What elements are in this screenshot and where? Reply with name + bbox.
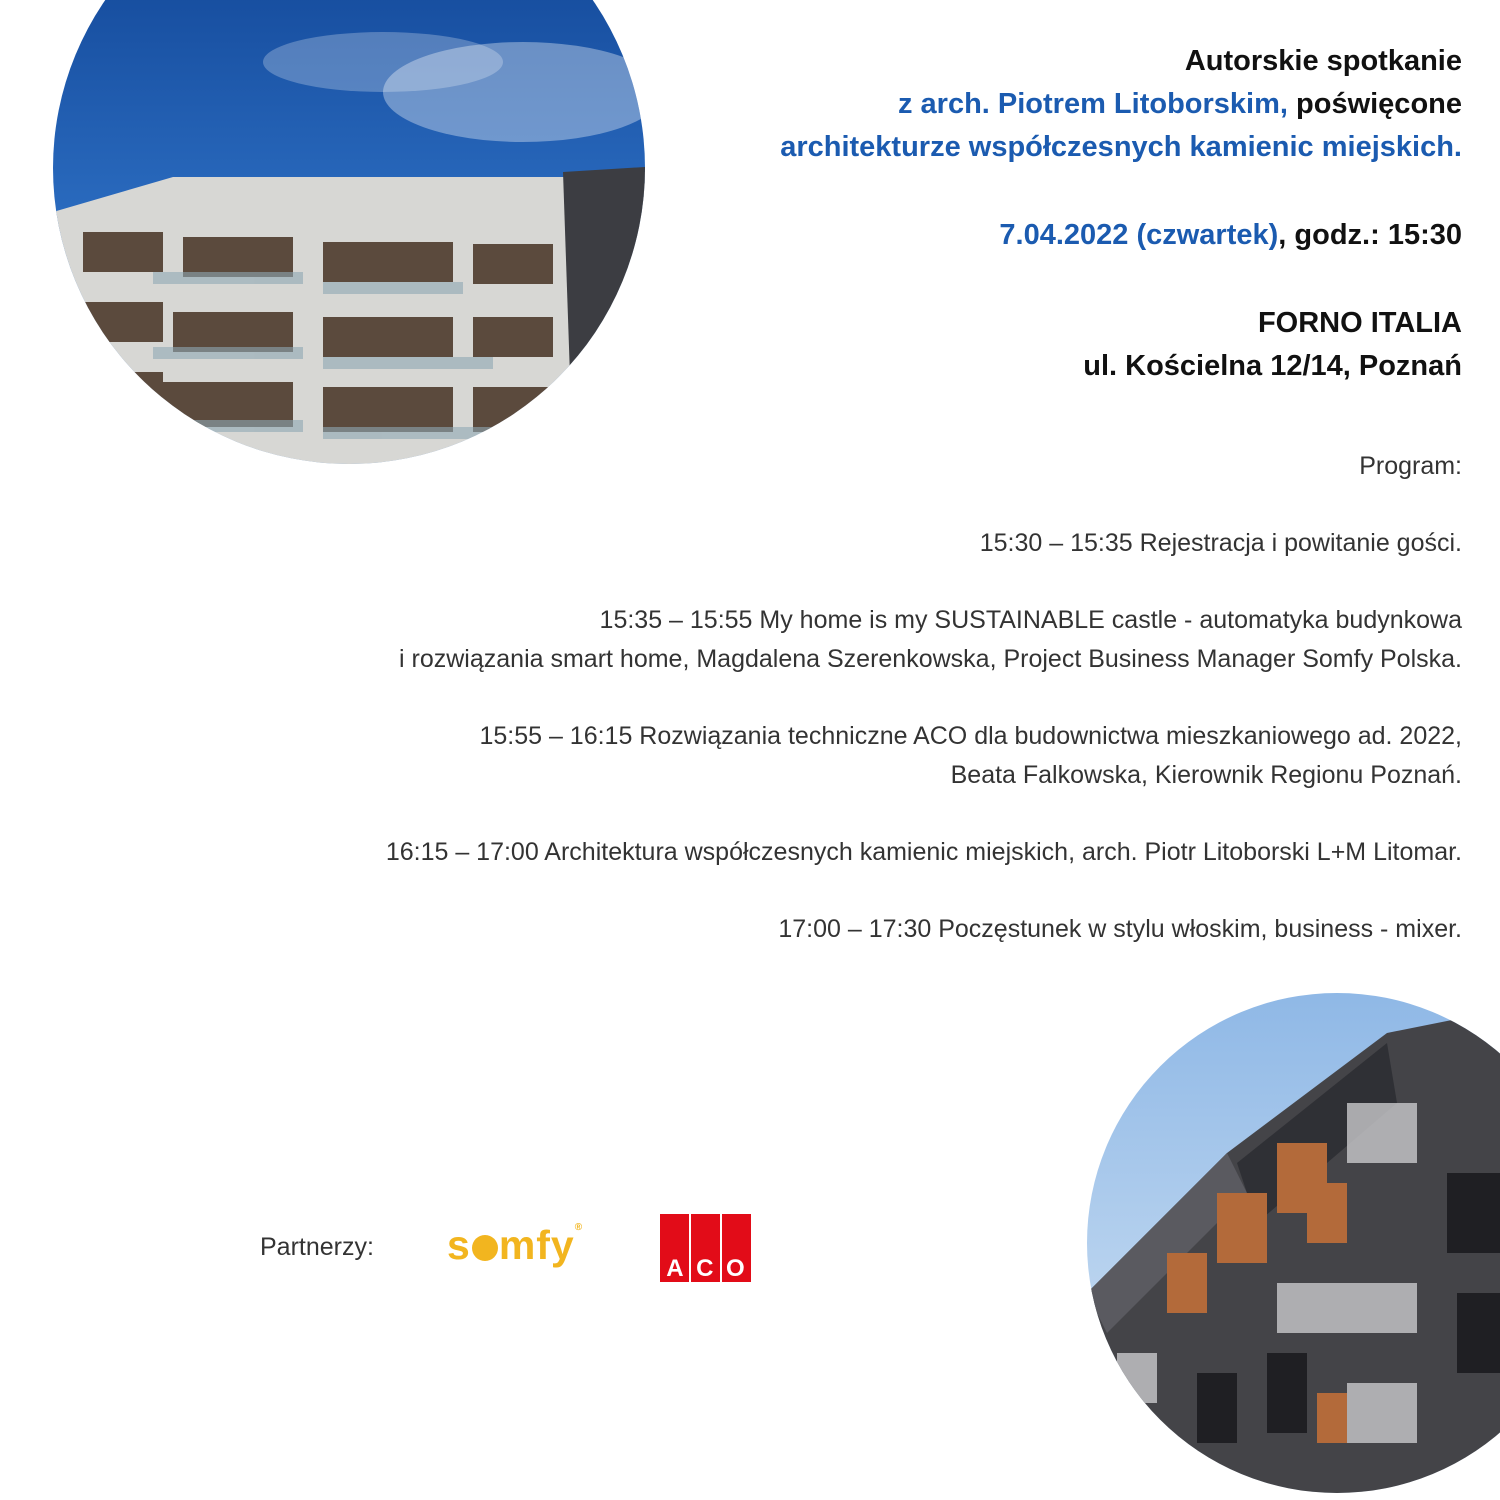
- speaker-name: z arch. Piotrem Litoborskim,: [897, 88, 1288, 120]
- somfy-logo-s: s: [447, 1222, 471, 1268]
- building-photo-bottom: [1087, 993, 1500, 1493]
- aco-letter-c: C: [696, 1255, 714, 1282]
- event-header: [562, 40, 1462, 388]
- somfy-logo-reg: ®: [574, 1222, 584, 1233]
- title-line-1: Autorskie spotkanie: [1184, 45, 1462, 77]
- building-photo-top: [53, 0, 645, 464]
- program-item-3-line-1: 15:55 – 16:15 Rozwiązania techniczne ACO dla budownictwa mieszkaniowego ad. 2022,: [479, 722, 1462, 750]
- program-item-2-line-1: 15:35 – 15:55 My home is my SUSTAINABLE castle - automatyka budynkowa: [599, 606, 1462, 634]
- title-line-3: architekturze współczesnych kamienic miejskich.: [780, 131, 1462, 163]
- program-item-1: 15:30 – 15:35 Rejestracja i powitanie gości.: [979, 529, 1462, 557]
- program-section: [162, 447, 1462, 949]
- somfy-logo: [447, 1222, 583, 1269]
- somfy-logo-dot: [472, 1235, 498, 1261]
- program-item-3-line-2: Beata Falkowska, Kierownik Regionu Poznań.: [950, 761, 1462, 789]
- event-date: [562, 214, 1462, 257]
- program-item-4: 16:15 – 17:00 Architektura współczesnych kamienic miejskich, arch. Piotr Litoborski L+M Litomar.: [385, 838, 1462, 866]
- venue-name: FORNO ITALIA: [1257, 307, 1462, 339]
- aco-logo: [660, 1214, 751, 1282]
- somfy-logo-rest: mfy: [498, 1222, 575, 1268]
- aco-letter-o: O: [726, 1255, 745, 1282]
- aco-letter-a: A: [666, 1255, 684, 1282]
- event-date-time: , godz.: 15:30: [1278, 219, 1462, 251]
- venue-address: ul. Kościelna 12/14, Poznań: [1083, 350, 1462, 382]
- title-line-2: [562, 83, 1462, 126]
- program-item-2-line-2: i rozwiązania smart home, Magdalena Szerenkowska, Project Business Manager Somfy Polska.: [399, 645, 1462, 673]
- title-line-2-suffix: poświęcone: [1287, 88, 1462, 120]
- event-date-day: 7.04.2022 (czwartek): [999, 219, 1279, 251]
- program-label: Program:: [1359, 452, 1462, 480]
- program-item-5: 17:00 – 17:30 Poczęstunek w stylu włoskim, business - mixer.: [778, 915, 1462, 943]
- partners-label: Partnerzy:: [260, 1233, 374, 1261]
